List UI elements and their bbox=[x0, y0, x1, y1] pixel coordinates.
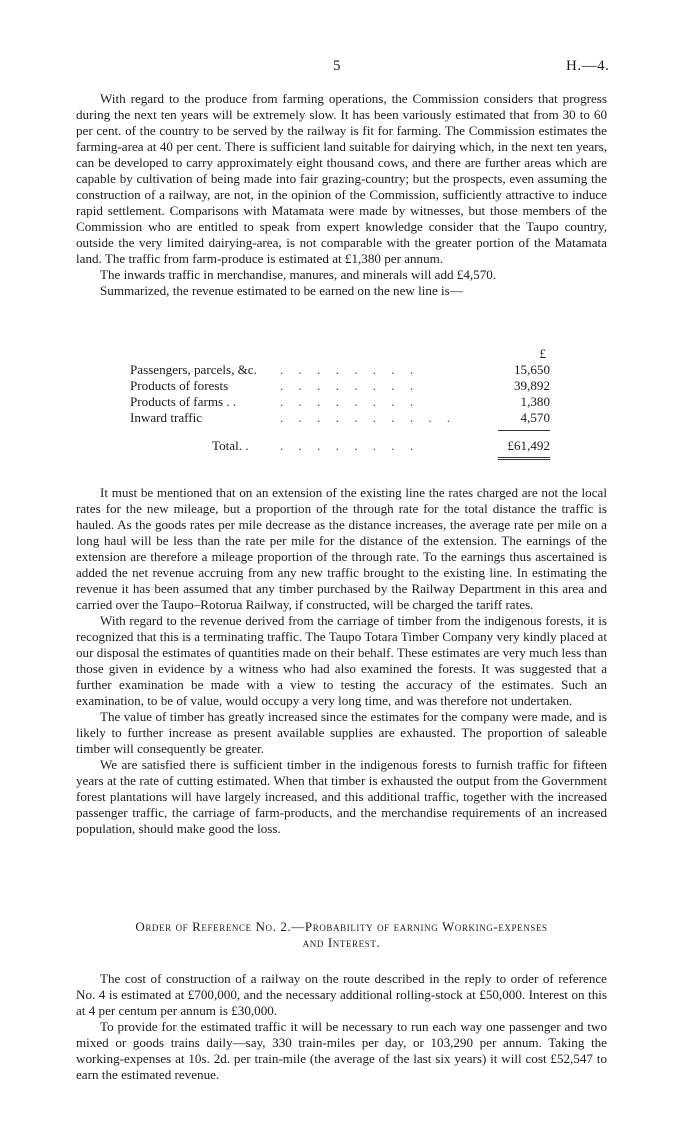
paragraph-summary-intro: Summarized, the revenue estimated to be earned on the new line is— bbox=[100, 283, 463, 298]
row-label: Products of forests bbox=[130, 378, 229, 393]
table-total-row bbox=[130, 438, 550, 454]
row-value: 1,380 bbox=[520, 394, 550, 409]
section-produce bbox=[76, 91, 607, 299]
document-reference: H.—4. bbox=[566, 58, 610, 74]
row-value: 15,650 bbox=[513, 362, 550, 377]
leader-dots: . . . . . . . . bbox=[280, 378, 420, 393]
paragraph-inwards-traffic: The inwards traffic in merchandise, manures, and minerals will add £4,570. bbox=[100, 267, 497, 282]
row-label: Products of farms . . bbox=[130, 394, 237, 409]
leader-dots: . . . . . . . . bbox=[280, 438, 420, 453]
total-double-rule bbox=[130, 454, 550, 462]
heading-line-2: and Interest. bbox=[302, 935, 381, 950]
table-row bbox=[130, 378, 550, 394]
subtotal-rule bbox=[130, 426, 550, 438]
paragraph-timber-value: The value of timber has greatly increased since the estimates for the company were made, and is likely to further increase as present available supplies are exhausted. The proportion of saleable timber will consequently be greater. bbox=[76, 709, 607, 756]
revenue-table bbox=[130, 346, 550, 462]
section-heading bbox=[76, 919, 607, 951]
paragraph-rates: It must be mentioned that on an extension of the existing line the rates charged are not the local rates for the new mileage, but a proportion of the through rate for the total distance the traffic is hauled. As the goods rates per mile decrease as the distance increases, the average rate per mile on a long haul will be less than the rate per mile for the distance of the extension. The earnings of the extension are therefore a mileage proportion of the through rate. To the earnings thus ascertained is added the net revenue accruing from any new traffic brought to the existing line. In estimating the revenue it has been assumed that any timber purchased by the Railway Department in this area and carried over the Taupo–Rotorua Railway, if constructed, will be charged the tariff rates. bbox=[76, 485, 607, 612]
section-working-expenses bbox=[76, 971, 607, 1083]
total-value: £61,492 bbox=[507, 438, 550, 453]
leader-dots: . . . . . . . . . . bbox=[280, 410, 457, 425]
heading-line-1: Order of Reference No. 2.—Probability of earning Working-expenses bbox=[135, 919, 548, 934]
row-label: Passengers, parcels, &c. bbox=[130, 362, 257, 377]
page-number: 5 bbox=[333, 58, 341, 74]
row-label: Inward traffic bbox=[130, 410, 203, 425]
row-value: 39,892 bbox=[513, 378, 550, 393]
paragraph-construction-cost: The cost of construction of a railway on the route described in the reply to order of reference No. 4 is estimated at £700,000, and the necessary additional rolling-stock at £50,000. Interest on this at 4 per centum per annum is £30,000. bbox=[76, 971, 607, 1018]
table-row bbox=[130, 394, 550, 410]
page-header bbox=[0, 58, 700, 78]
total-label: Total. . bbox=[212, 438, 249, 453]
row-value: 4,570 bbox=[520, 410, 550, 425]
table-row bbox=[130, 410, 550, 426]
paragraph-farming: With regard to the produce from farming operations, the Commission considers that progress during the next ten years will be extremely slow. It has been variously estimated that from 30 to 60 per cent. of the country to be served by the railway is fit for farming. The Commission estimates the farming-area at 40 per cent. There is sufficient land suitable for dairying which, in the next ten years, can be developed to carry approximately eight thousand cows, and there are further areas which are capable by cultivation of being made into fair grazing-country; but the prospects, even assuming the construction of a railway, are not, in the opinion of the Commission, sufficiently attractive to induce rapid settlement. Comparisons with Matamata were made by witnesses, but those members of the Commission who are entitled to speak from expert knowledge consider that the Taupo country, outside the very limited dairying-area, is not comparable with the greater portion of the Matamata land. The traffic from farm-produce is estimated at £1,380 per annum. bbox=[76, 91, 607, 266]
paragraph-timber-revenue: With regard to the revenue derived from the carriage of timber from the indigenous forests, it is recognized that this is a terminating traffic. The Taupo Totara Timber Company very kindly placed at our disposal the estimates of quantities made on their behalf. These estimates are very much less than those given in evidence by a witness who had also examined the forests. It was suggested that a further examination be made with a view to testing the accuracy of the estimates. Such an examination, to be of value, would occupy a very long time, and was therefore not undertaken. bbox=[76, 613, 607, 708]
revenue-unit: £ bbox=[539, 346, 546, 361]
table-row bbox=[130, 362, 550, 378]
leader-dots: . . . . . . . . bbox=[280, 394, 420, 409]
section-rates-and-timber bbox=[76, 485, 607, 837]
paragraph-estimated-traffic: To provide for the estimated traffic it will be necessary to run each way one passenger and two mixed or goods trains daily—say, 330 train-miles per day, or 103,290 per annum. Taking the working-expenses at 10s. 2d. per train-mile (the average of the last six years) it will cost £52,547 to earn the estimated revenue. bbox=[76, 1019, 607, 1082]
paragraph-timber-supply: We are satisfied there is sufficient timber in the indigenous forests to furnish traffic for fifteen years at the rate of cutting estimated. When that timber is exhausted the output from the Government forest plantations will have largely increased, and this additional traffic, together with the increased passenger traffic, the carriage of farm-products, and the merchandise requirements of an increased population, should make good the loss. bbox=[76, 757, 607, 836]
leader-dots: . . . . . . . . bbox=[280, 362, 420, 377]
